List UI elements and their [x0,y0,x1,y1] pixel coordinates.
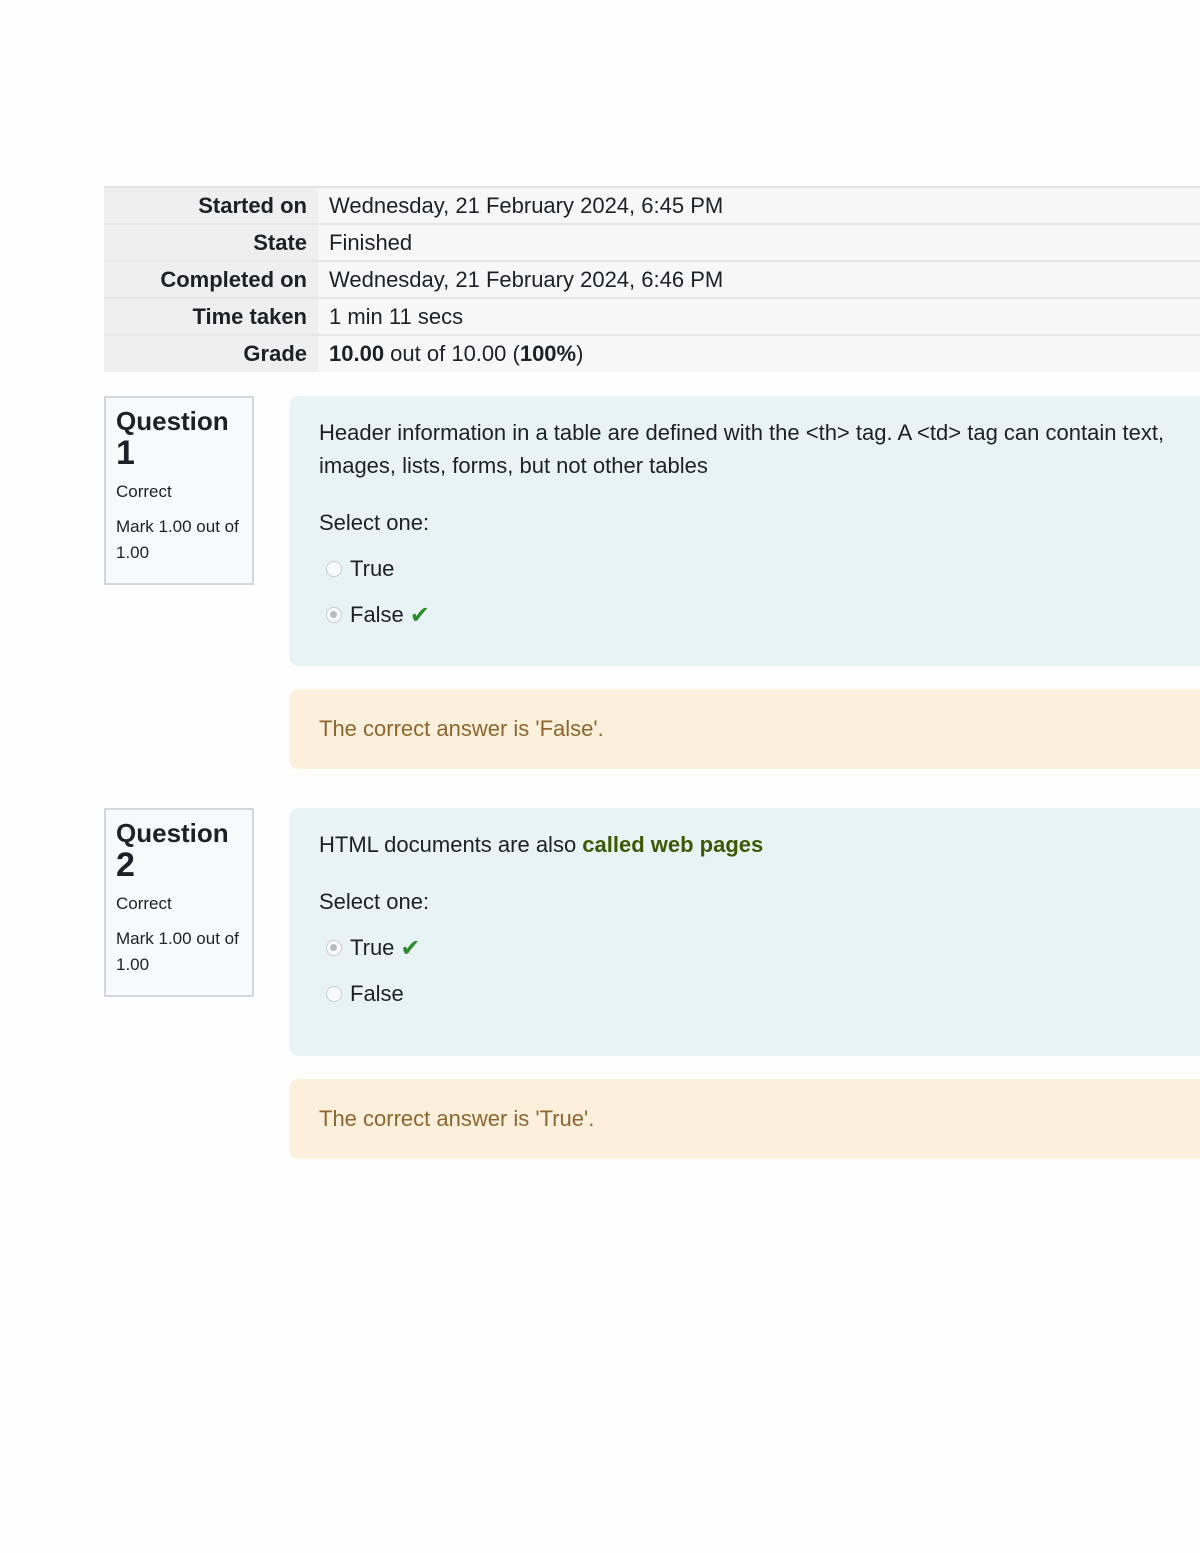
answer-option-false[interactable] [319,602,1200,628]
question-2-info [104,808,254,997]
summary-label: Time taken [104,298,318,335]
option-label: False [350,981,404,1006]
quiz-summary-table [104,186,1200,372]
question-title: Question [116,406,229,436]
correct-answer-text: The correct answer is 'True'. [319,1106,595,1131]
select-one-prompt: Select one: [319,510,430,535]
summary-value: 1 min 11 secs [318,298,1200,335]
question-1-info [104,396,254,585]
summary-label: Grade [104,335,318,372]
question-mark: Mark 1.00 out of 1.00 [116,929,239,974]
summary-label: State [104,224,318,261]
radio-button[interactable] [326,986,342,1002]
summary-value: Finished [318,224,1200,261]
summary-row-started [104,187,1200,224]
summary-label: Started on [104,187,318,224]
summary-row-time-taken [104,298,1200,335]
question-text-line: Header information in a table are defined with the <th> tag. A <td> tag can contain text, [319,420,1165,445]
question-2-formulation [289,808,1200,1056]
summary-value: Wednesday, 21 February 2024, 6:45 PM [318,187,1200,224]
question-state: Correct [116,482,172,501]
option-label: False [350,602,404,627]
question-1-formulation [289,396,1200,666]
question-title: Question [116,818,229,848]
summary-row-state [104,224,1200,261]
question-number: 1 [116,434,135,472]
option-label: True [350,556,395,581]
question-state: Correct [116,894,172,913]
question-2-feedback [289,1079,1200,1159]
question-text [319,828,1200,861]
summary-row-grade [104,335,1200,372]
option-label: True [350,935,395,960]
radio-button[interactable] [326,607,342,623]
question-text [319,416,1200,482]
question-mark: Mark 1.00 out of 1.00 [116,517,239,562]
summary-value: Wednesday, 21 February 2024, 6:46 PM [318,261,1200,298]
answer-option-true[interactable] [319,935,1200,961]
check-icon: ✔ [400,934,421,962]
correct-answer-text: The correct answer is 'False'. [319,716,604,741]
question-1-feedback [289,689,1200,769]
question-number: 2 [116,846,135,884]
grade-out-of: out of 10.00 ( [384,341,520,366]
select-one-prompt: Select one: [319,889,430,914]
question-text-plain: HTML documents are also [319,832,583,857]
check-icon: ✔ [409,601,430,629]
answer-option-false[interactable] [319,981,1200,1007]
question-text-line: images, lists, forms, but not other tables [319,453,708,478]
radio-button[interactable] [326,561,342,577]
grade-percent: 100% [519,341,577,366]
radio-button[interactable] [326,940,342,956]
summary-row-completed [104,261,1200,298]
grade-close: ) [576,341,584,366]
grade-score: 10.00 [329,341,385,366]
summary-label: Completed on [104,261,318,298]
summary-value [318,335,1200,372]
question-text-highlight: called web pages [582,832,764,857]
answer-option-true[interactable] [319,556,1200,582]
